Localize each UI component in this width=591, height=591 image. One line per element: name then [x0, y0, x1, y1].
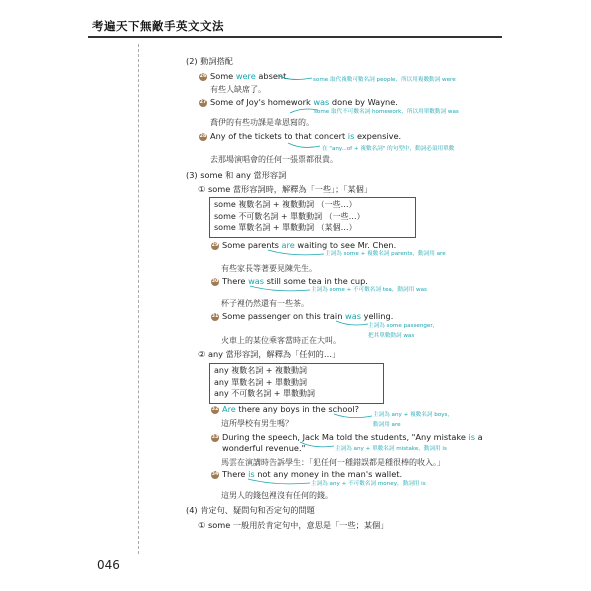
example-sentence: 26 Some were absent. [199, 71, 289, 81]
rule-line: any 單數名詞 + 單數動詞 [214, 377, 308, 387]
translation: 馬雲在演講時告訴學生：「犯任何一種錯誤都是種很棒的收入。」 [221, 458, 445, 467]
annotation-leader [278, 73, 314, 83]
example-number-icon: 33 [211, 434, 219, 440]
example-sentence: 29 Some parents are waiting to see Mr. Chen. [211, 240, 397, 250]
subsection-heading: ② any 當形容詞，解釋為「任何的…」 [198, 349, 341, 359]
section-heading: (3) some 和 any 當形容詞 [186, 170, 287, 180]
example-sentence: 34 There is not any money in the man's wallet. [211, 469, 403, 479]
rule-line: any 複數名詞 + 複數動詞 [214, 366, 308, 375]
example-number-icon: 26 [199, 73, 207, 79]
rule-line: any 不可數名詞 + 單數動詞 [214, 389, 316, 398]
annotation-leader [248, 478, 312, 487]
annotation-note: 把其單數動詞 was [368, 333, 415, 339]
annotation-note: 主詞為 some + 不可數名詞 tea，動詞用 was [311, 287, 427, 293]
annotation-note: 主詞為 some + 複數名詞 parents，動詞用 are [325, 251, 446, 257]
translation: 這男人的錢包裡沒有任何的錢。 [221, 491, 333, 500]
annotation-note: 動詞用 are [373, 422, 401, 428]
rule-line: some 單數名詞 + 單數動詞 （某個…） [214, 223, 357, 232]
example-number-icon: 31 [211, 313, 219, 319]
example-number-icon: 34 [211, 471, 219, 477]
translation: 去那場演唱會的任何一張票都很貴。 [210, 155, 338, 164]
annotation-leader [288, 141, 322, 151]
annotation-note: some 取代複數可數名詞 people，所以用複數動詞 were [313, 77, 456, 83]
example-sentence: 27 Some of Joy's homework was done by Wayne. [199, 97, 398, 107]
example-sentence: 32 Are there any boys in the school? [211, 404, 359, 414]
translation: 有些家長等著要見陳先生。 [221, 264, 317, 273]
example-number-icon: 27 [199, 99, 207, 105]
rule-box [209, 197, 416, 238]
book-title: 考遍天下無敵手英文文法 [92, 19, 224, 33]
rule-box [209, 363, 384, 404]
annotation-leader [300, 440, 336, 450]
annotation-note: 主詞為 any + 不可數名詞 money，動詞用 is [311, 481, 426, 487]
subsection-heading: ① some 一般用於肯定句中，意思是「一些；某個」 [198, 520, 389, 530]
example-sentence: 30 There was still some tea in the cup. [211, 276, 368, 286]
example-number-icon: 30 [211, 278, 219, 284]
annotation-leader [334, 413, 374, 421]
annotation-note: some 取代不可數名詞 homework，所以用單數動詞 was [314, 109, 459, 115]
header-rule [88, 36, 502, 38]
rule-line: some 不可數名詞 + 單數動詞 （一些…） [214, 211, 365, 221]
translation: 有些人缺席了。 [210, 85, 266, 94]
page-number: 046 [97, 558, 120, 572]
example-sentence: 28 Any of the tickets to that concert is expensive. [199, 131, 402, 141]
annotation-leader [250, 285, 312, 294]
translation: 火車上的某位乘客當時正在大叫。 [221, 336, 341, 345]
annotation-leader [268, 249, 326, 258]
translation: 喬伊的有些功課是韋恩寫的。 [210, 118, 314, 127]
margin-dashed-line [138, 44, 139, 554]
example-sentence: 33 During the speech, Jack Ma told the students, "Any mistake is a [211, 432, 483, 442]
annotation-note: 主詞為 some passenger， [368, 323, 439, 329]
example-number-icon: 29 [211, 242, 219, 248]
example-number-icon: 28 [199, 133, 207, 139]
section-heading: (2) 動詞搭配 [186, 56, 233, 66]
example-sentence-continued: wonderful revenue." [222, 443, 306, 453]
translation: 這所學校有男生嗎？ [221, 419, 293, 428]
annotation-leader [336, 320, 370, 328]
subsection-heading: ① some 當形容詞時，解釋為「一些」；「某個」 [198, 184, 373, 194]
translation: 杯子裡仍然還有一些茶。 [221, 299, 309, 308]
rule-line: some 複數名詞 + 複數動詞 （一些…） [214, 200, 357, 209]
example-sentence: 31 Some passenger on this train was yelling. [211, 311, 394, 321]
annotation-note: 在 "any...of + 複數名詞" 的句型中，動詞必須用單數 [322, 146, 455, 152]
annotation-note: 主詞為 any + 單數名詞 mistake，動詞用 is [335, 446, 447, 452]
example-number-icon: 32 [211, 406, 219, 412]
section-heading: (4) 肯定句、疑問句和否定句的問題 [186, 505, 315, 515]
annotation-note: 主詞為 any + 複數名詞 boys， [373, 412, 454, 418]
